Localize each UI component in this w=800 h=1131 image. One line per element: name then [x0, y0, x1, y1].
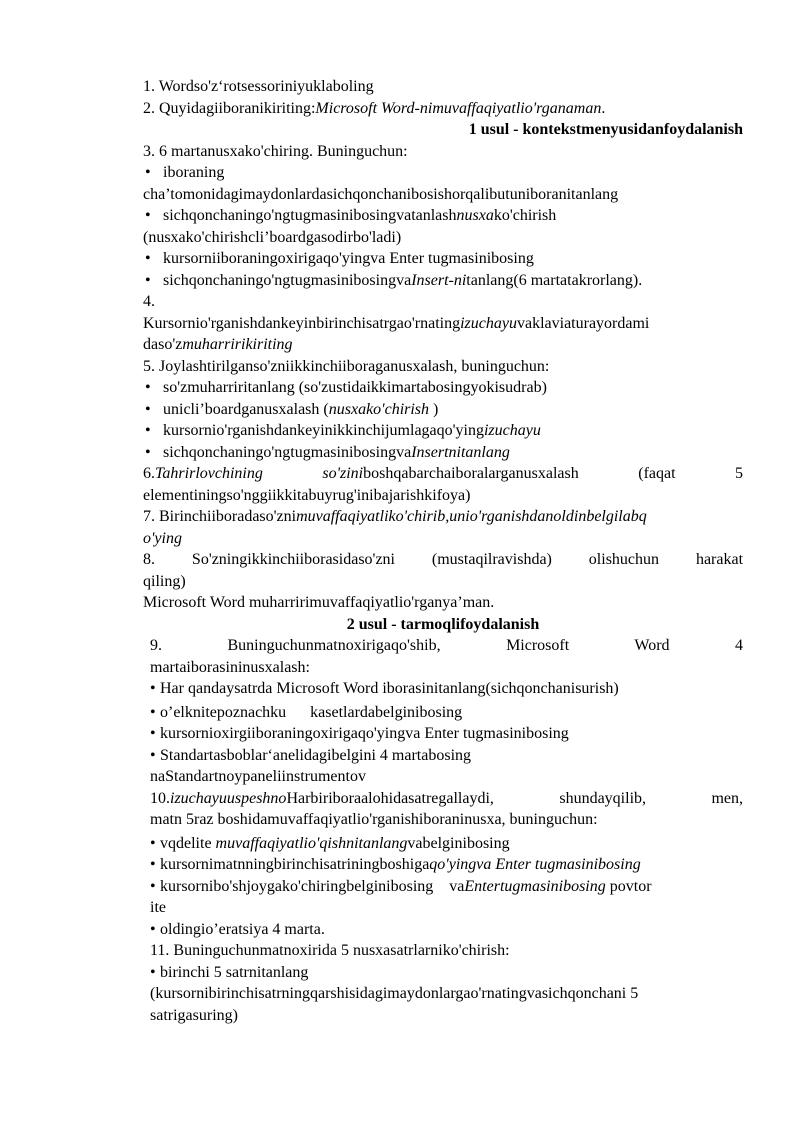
bullet-item: • sichqonchaningo'ngtugmasinibosingvaInsertnitanlang: [143, 442, 743, 464]
heading-method-1: 1 usul - kontekstmenyusidanfoydalanish: [468, 121, 743, 138]
paragraph-line: daso'zmuharririkiriting: [143, 336, 293, 353]
bullet-item: • sichqonchaningo'ngtugmasinibosingvaInsert-nitanlang(6 martatakrorlang).: [143, 270, 743, 292]
step-11: 11. Buninguchunmatnoxirida 5 nusxasatrlarniko'chirish:: [150, 942, 510, 959]
step-4-number: 4.: [143, 293, 155, 310]
bullet-item: • vqdelite muvaffaqiyatlio'qishnitanlangvabelginibosing: [150, 833, 743, 855]
step-6: 6.Tahrirlovchining so'ziniboshqabarchaiboralarganusxalash (faqat 5: [143, 465, 744, 482]
paragraph-line: (nusxako'chirishcli’boardgasodirbo'ladi): [143, 228, 402, 246]
bullet-icon: •: [145, 443, 151, 461]
paragraph-line: qiling): [143, 572, 186, 590]
bullet-item: • Standartasboblar‘anelidagibelgini 4 martabosing: [150, 745, 743, 767]
bullet-item: • kursornio'rganishdankeyinikkinchijumlagaqo'yingizuchayu: [143, 420, 743, 442]
bullet-icon: •: [145, 271, 151, 289]
bullet-icon: •: [145, 207, 151, 224]
bullet-item: • birinchi 5 satrnitanlang: [150, 962, 743, 984]
bullet-item: • so'zmuharriritanlang (so'zustidaikkimartabosingyokisudrab): [143, 377, 743, 399]
bullet-item: • iboraning: [143, 162, 743, 184]
paragraph-line: ite: [150, 899, 166, 916]
bullet-icon: •: [145, 379, 151, 396]
bullet-item: • kursornioxirgiiboraningoxirigaqo'yingva Enter tugmasinibosing: [150, 723, 743, 745]
paragraph-line: naStandartnoypaneliinstrumentov: [150, 768, 366, 785]
bullet-icon: •: [150, 834, 156, 852]
bullet-icon: •: [150, 963, 156, 981]
bullet-icon: •: [150, 680, 156, 697]
bullet-item: • kursornimatnningbirinchisatriningboshigaqo'yingva Enter tugmasinibosing: [150, 854, 743, 876]
document-page: [143, 76, 743, 1026]
step-1: 1. Wordso'z‘rotsessoriniyuklaboling: [143, 78, 374, 95]
bullet-icon: •: [150, 746, 156, 764]
bullet-icon: •: [150, 856, 156, 873]
step-7: 7. Birinchiiboradaso'znimuvaffaqiyatliko'chirib,unio'rganishdanoldinbelgilabq: [143, 508, 647, 525]
step-4: Kursornio'rganishdankeyinbirinchisatrgao'rnatingizuchayuvaklaviaturayordami: [143, 314, 650, 332]
bullet-item: • sichqonchaningo'ngtugmasinibosingvatanlashnusxako'chirish: [143, 205, 743, 227]
bullet-icon: •: [150, 725, 156, 742]
paragraph-line: Microsoft Word muharririmuvaffaqiyatlio'rganya’man.: [143, 594, 495, 611]
step-3: 3. 6 martanusxako'chiring. Buninguchun:: [143, 142, 408, 160]
bullet-item: • kursorniiboraningoxirigaqo'yingva Enter tugmasinibosing: [143, 248, 743, 270]
bullet-item: • oldingio’eratsiya 4 marta.: [150, 919, 743, 941]
bullet-item: • kursornibo'shjoygako'chiringbelginibosing vaEntertugmasinibosing povtor: [150, 876, 743, 898]
bullet-item: • Har qandaysatrda Microsoft Word iborasinitanlang(sichqonchanisurish): [150, 678, 743, 700]
heading-method-2: 2 usul - tarmoqlifoydalanish: [346, 615, 540, 633]
paragraph-line: elementiningso'nggiikkitabuyrug'inibajarishkifoya): [143, 486, 471, 504]
method-2-section: [150, 635, 743, 1026]
step-8: 8. So'zningikkinchiiborasidaso'zni (mustaqilravishda) olishuchun harakat: [143, 551, 744, 568]
bullet-icon: •: [150, 703, 156, 721]
step-9: 9. Buninguchunmatnoxirigaqo'shib, Microsoft Word 4: [150, 637, 744, 654]
paragraph-line: matn 5raz boshidamuvaffaqiyatlio'rganishiboraninusxa, buninguchun:: [150, 811, 598, 828]
bullet-icon: •: [145, 250, 151, 267]
bullet-item: • unicli’boardganusxalash (nusxako'chirish ): [143, 399, 743, 421]
bullet-icon: •: [150, 920, 156, 938]
bullet-icon: •: [145, 422, 151, 439]
bullet-icon: •: [145, 164, 151, 181]
step-5: 5. Joylashtirilganso'zniikkinchiiboraganusxalash, buninguchun:: [143, 357, 550, 375]
paragraph-line: o'ying: [143, 529, 182, 547]
paragraph-line: (kursornibirinchisatrningqarshisidagimaydonlargao'rnatingvasichqonchani 5: [150, 985, 639, 1002]
paragraph-line: cha’tomonidagimaydonlardasichqonchanibosishorqalibutuniboranitanlang: [143, 185, 619, 203]
paragraph-line: martaiborasininusxalash:: [150, 658, 310, 676]
bullet-icon: •: [150, 877, 156, 895]
step-10: 10.izuchayuuspeshnoHarbiriboraalohidasatregallaydi, shundayqilib, men,: [150, 789, 743, 807]
bullet-item: • o’elknitepoznachku kasetlardabelginibosing: [150, 702, 743, 724]
step-2: 2. Quyidagiiboranikiriting:Microsoft Word-nimuvaffaqiyatlio'rganaman.: [143, 99, 606, 117]
paragraph-line: satrigasuring): [150, 1006, 238, 1024]
bullet-icon: •: [145, 400, 151, 418]
